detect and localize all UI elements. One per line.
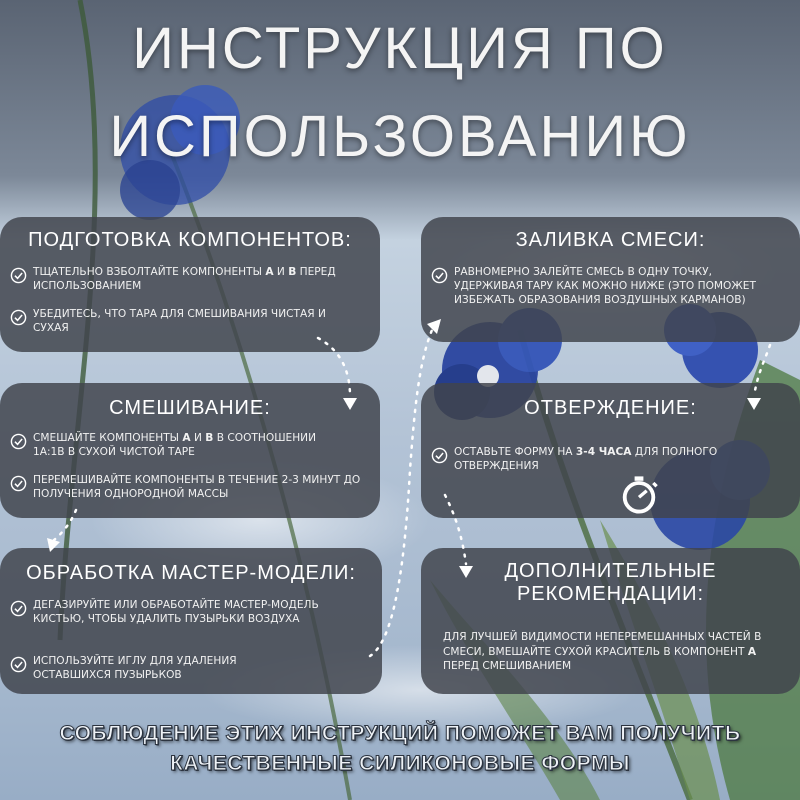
item-text: ИСПОЛЬЗУЙТЕ ИГЛУ ДЛЯ УДАЛЕНИЯ ОСТАВШИХСЯ ПУЗЫРЬКОВ <box>33 655 237 681</box>
section-heading-extra-line1: ДОПОЛНИТЕЛЬНЫЕ <box>504 560 717 582</box>
item-text: ДЕГАЗИРУЙТЕ ИЛИ ОБРАБОТАЙТЕ МАСТЕР-МОДЕЛЬ КИСТЬЮ, ЧТОБЫ УДАЛИТЬ ПУЗЫРЬКИ ВОЗДУХА <box>33 599 319 625</box>
check-circle-icon <box>10 433 27 450</box>
item-text: СМЕШАЙТЕ КОМПОНЕНТЫ А И В В СООТНОШЕНИИ 1А:1В В СУХОЙ ЧИСТОЙ ТАРЕ <box>33 432 317 458</box>
check-circle-icon <box>431 267 448 284</box>
check-circle-icon <box>10 656 27 673</box>
page-title-line2: ИСПОЛЬЗОВАНИЮ <box>109 104 691 169</box>
list-item <box>10 431 350 459</box>
section-card-extra <box>421 548 800 694</box>
check-circle-icon <box>10 600 27 617</box>
list-item <box>10 265 370 293</box>
section-card-mix <box>0 383 380 518</box>
list-item <box>431 445 786 473</box>
item-text: УБЕДИТЕСЬ, ЧТО ТАРА ДЛЯ СМЕШИВАНИЯ ЧИСТАЯ И СУХАЯ <box>33 308 326 334</box>
stopwatch-icon <box>617 472 661 516</box>
section-heading-cure: ОТВЕРЖДЕНИЕ: <box>524 397 697 419</box>
footer-line1: СОБЛЮДЕНИЕ ЭТИХ ИНСТРУКЦИЙ ПОМОЖЕТ ВАМ ПОЛУЧИТЬ <box>59 722 741 745</box>
list-item <box>10 473 370 501</box>
list-item <box>431 265 781 307</box>
check-circle-icon <box>10 267 27 284</box>
footer-line2: КАЧЕСТВЕННЫЕ СИЛИКОНОВЫЕ ФОРМЫ <box>170 752 630 775</box>
check-circle-icon <box>431 447 448 464</box>
section-card-master-model <box>0 548 382 694</box>
page-title-line1: ИНСТРУКЦИЯ ПО <box>132 16 668 81</box>
section-heading-pour: ЗАЛИВКА СМЕСИ: <box>515 229 706 251</box>
check-circle-icon <box>10 475 27 492</box>
item-text: РАВНОМЕРНО ЗАЛЕЙТЕ СМЕСЬ В ОДНУ ТОЧКУ, УДЕРЖИВАЯ ТАРУ КАК МОЖНО НИЖЕ (ЭТО ПОМОЖЕТ ИЗБЕЖАТЬ ОБРАЗОВАНИЯ ВОЗДУШНЫХ КАРМАНОВ) <box>454 266 756 306</box>
list-item <box>10 307 370 335</box>
item-text: ОСТАВЬТЕ ФОРМУ НА 3-4 ЧАСА ДЛЯ ПОЛНОГО ОТВЕРЖДЕНИЯ <box>454 446 718 472</box>
list-item <box>10 598 350 626</box>
section-heading-extra-line2: РЕКОМЕНДАЦИИ: <box>516 583 705 605</box>
section-heading-prep: ПОДГОТОВКА КОМПОНЕНТОВ: <box>28 229 352 251</box>
check-circle-icon <box>10 309 27 326</box>
section-card-cure <box>421 383 800 518</box>
section-card-pour <box>421 217 800 342</box>
list-item <box>10 654 350 682</box>
section-heading-mix: СМЕШИВАНИЕ: <box>109 397 271 419</box>
section-heading-master-model: ОБРАБОТКА МАСТЕР-МОДЕЛИ: <box>26 562 356 584</box>
extra-text: ДЛЯ ЛУЧШЕЙ ВИДИМОСТИ НЕПЕРЕМЕШАННЫХ ЧАСТЕЙ В СМЕСИ, ВМЕШАЙТЕ СУХОЙ КРАСИТЕЛЬ В КОМПОНЕНТ А ПЕРЕД СМЕШИВАНИЕМ <box>443 631 762 672</box>
section-card-prep <box>0 217 380 352</box>
item-text: ТЩАТЕЛЬНО ВЗБОЛТАЙТЕ КОМПОНЕНТЫ А И В ПЕРЕД ИСПОЛЬЗОВАНИЕМ <box>33 266 336 292</box>
item-text: ПЕРЕМЕШИВАЙТЕ КОМПОНЕНТЫ В ТЕЧЕНИЕ 2-3 МИНУТ ДО ПОЛУЧЕНИЯ ОДНОРОДНОЙ МАССЫ <box>33 474 361 500</box>
